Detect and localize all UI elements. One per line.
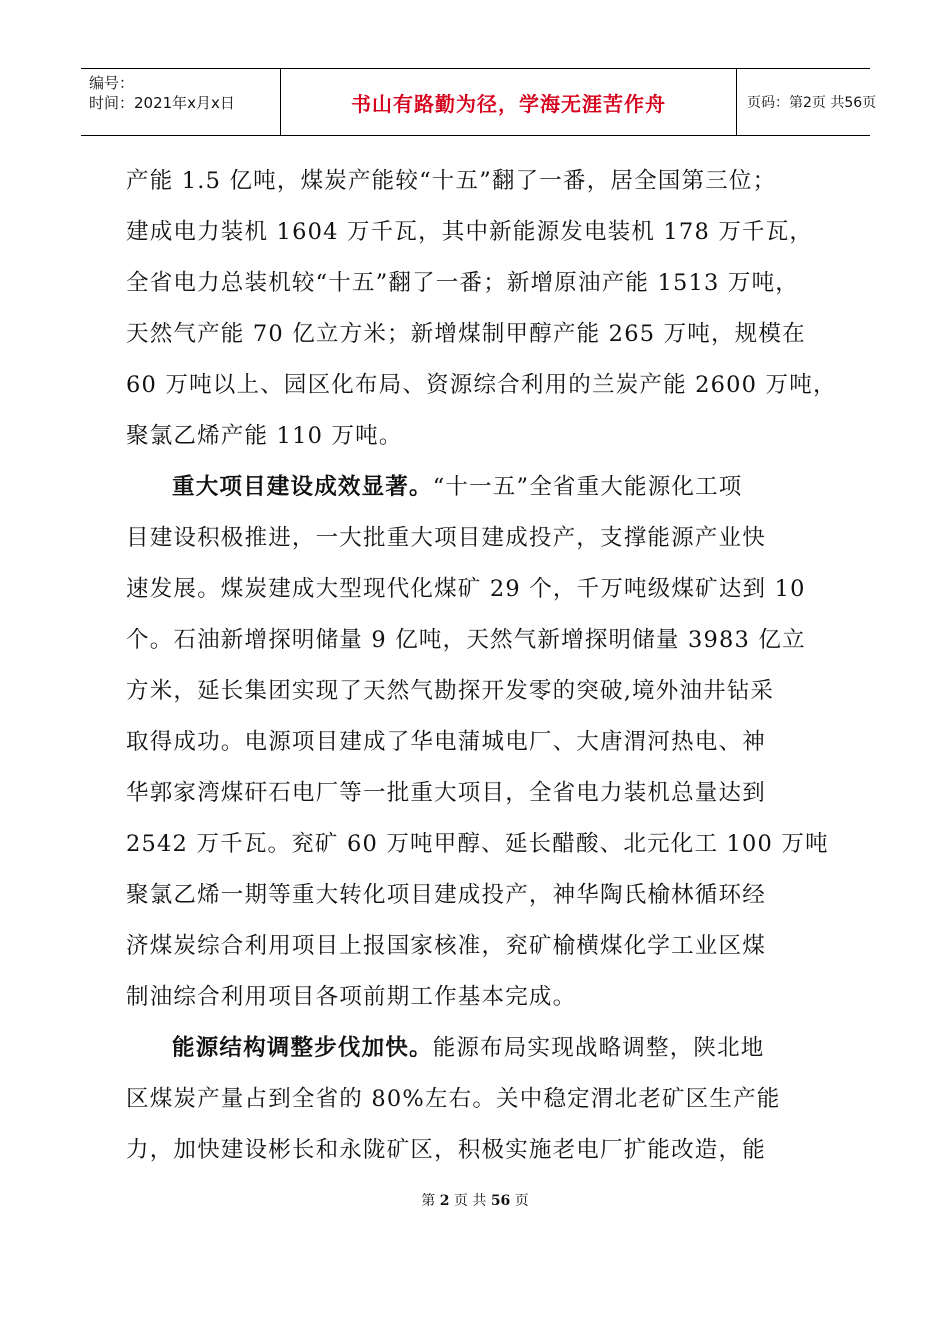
section-heading-energy-structure: 能源结构调整步伐加快。 [172,1035,433,1061]
footer-page-number: 2 [439,1193,450,1209]
body-line: 目建设积极推进，一大批重大项目建成投产，支撑能源产业快 [126,525,766,551]
header-page-info: 页码：第2页 共56页 [747,95,877,111]
body-line: 建成电力装机 1604 万千瓦，其中新能源发电装机 178 万千瓦， [126,219,814,245]
body-line: 个。石油新增探明储量 9 亿吨，天然气新增探明储量 3983 亿立 [126,627,806,653]
paragraph-first-line [126,462,846,513]
page-header [81,68,877,136]
document-date: 时间：2021年x月x日 [89,94,235,112]
document-number-label: 编号： [89,74,135,92]
body-line: 产能 1.5 亿吨，煤炭产能较“十五”翻了一番，居全国第三位； [126,168,777,194]
body-text: 能源布局实现战略调整，陕北地 [432,1035,765,1061]
body-line: 天然气产能 70 亿立方米；新增煤制甲醇产能 265 万吨，规模在 [126,321,806,347]
body-line: 全省电力总装机较“十五”翻了一番；新增原油产能 1513 万吨， [126,270,799,296]
page-footer [0,1190,950,1210]
body-line: 力，加快建设彬长和永陇矿区，积极实施老电厂扩能改造，能 [126,1137,766,1163]
body-line: 区煤炭产量占到全省的 80%左右。关中稳定渭北老矿区生产能 [126,1086,781,1112]
body-line: 聚氯乙烯产能 110 万吨。 [126,423,403,449]
header-motto-cell [281,69,737,135]
header-meta [81,69,281,135]
paragraph-first-line [126,1023,846,1074]
body-line: 制油综合利用项目各项前期工作基本完成。 [126,984,577,1010]
body-text: “十一五”全省重大能源化工项 [432,474,743,500]
body-line: 速发展。煤炭建成大型现代化煤矿 29 个，千万吨级煤矿达到 10 [126,576,806,602]
body-line: 60 万吨以上、园区化布局、资源综合利用的兰炭产能 2600 万吨， [126,372,837,398]
body-line: 聚氯乙烯一期等重大转化项目建成投产，神华陶氏榆林循环经 [126,882,766,908]
footer-mid: 页 共 [453,1193,487,1209]
body-line: 2542 万千瓦。兖矿 60 万吨甲醇、延长醋酸、北元化工 100 万吨 [126,831,829,857]
body-line: 方米，延长集团实现了天然气勘探开发零的突破,境外油井钻采 [126,678,775,704]
footer-suffix: 页 [514,1193,529,1209]
body-line: 华郭家湾煤矸石电厂等一批重大项目，全省电力装机总量达到 [126,780,766,806]
body-line: 济煤炭综合利用项目上报国家核准，兖矿榆横煤化学工业区煤 [126,933,766,959]
footer-prefix: 第 [421,1193,436,1209]
header-motto: 书山有路勤为径，学海无涯苦作舟 [351,91,666,116]
document-body [126,156,846,1176]
body-line: 取得成功。电源项目建成了华电蒲城电厂、大唐渭河热电、神 [126,729,766,755]
footer-total-pages: 56 [490,1193,511,1209]
section-heading-major-projects: 重大项目建设成效显著。 [172,474,433,500]
